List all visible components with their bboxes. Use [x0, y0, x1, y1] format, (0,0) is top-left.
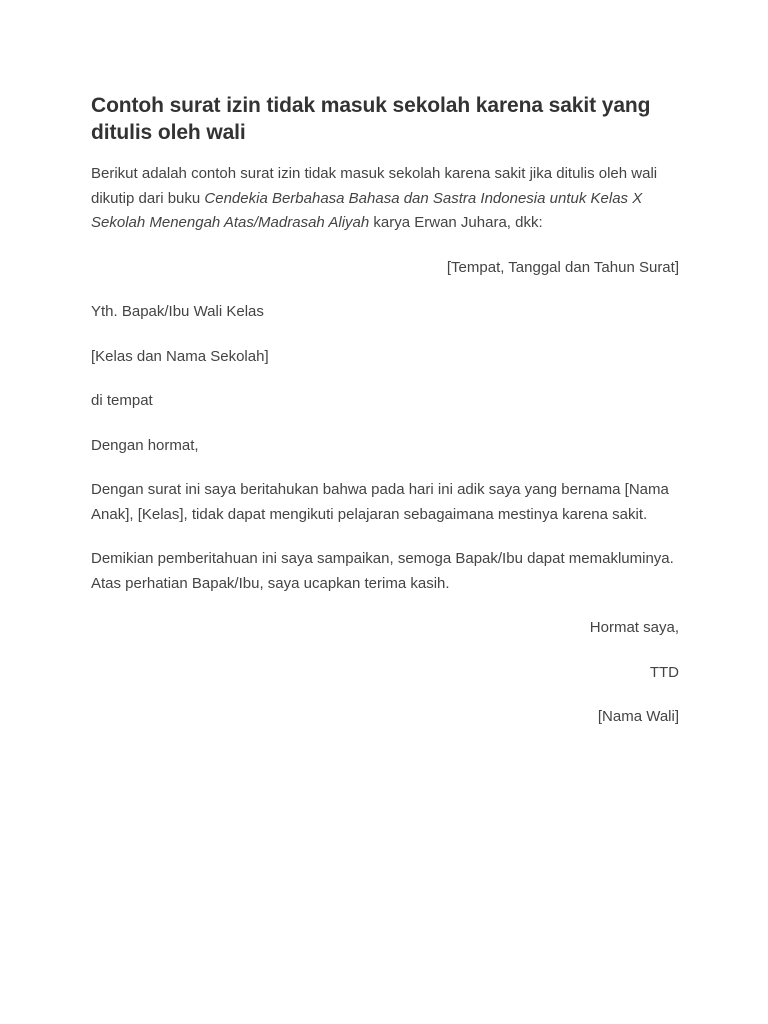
- page-title: Contoh surat izin tidak masuk sekolah karena sakit yang ditulis oleh wali: [91, 94, 651, 144]
- letter-body-paragraph-2: Demikian pemberitahuan ini saya sampaikan, semoga Bapak/Ibu dapat memakluminya. Atas perhatian Bapak/Ibu, saya ucapkan terima kasih.: [91, 550, 674, 592]
- letter-school: [Kelas dan Nama Sekolah]: [91, 347, 269, 365]
- letter-greeting: Dengan hormat,: [91, 436, 199, 454]
- letter-place: di tempat: [91, 392, 153, 409]
- letter-recipient: Yth. Bapak/Ibu Wali Kelas: [91, 303, 264, 320]
- intro-text-end: karya Erwan Juhara, dkk:: [369, 214, 543, 231]
- letter-closing: Hormat saya,: [589, 619, 679, 636]
- intro-paragraph: [91, 162, 679, 236]
- book-title: Cendekia Berbahasa Bahasa dan Sastra Indonesia untuk Kelas X Sekolah Menengah Atas/Madrasah Aliyah: [91, 189, 643, 231]
- letter-date-line: [Tempat, Tanggal dan Tahun Surat]: [446, 258, 679, 276]
- letter-sender-name: [Nama Wali]: [597, 708, 679, 725]
- letter-body-paragraph-1: Dengan surat ini saya beritahukan bahwa pada hari ini adik saya yang bernama [Nama Anak], [Kelas], tidak dapat mengikuti pelajaran sebagaimana mestinya karena sakit.: [91, 481, 669, 523]
- letter-signature: TTD: [649, 663, 679, 681]
- document-page: [91, 92, 679, 730]
- intro-text: Berikut adalah contoh surat izin tidak masuk sekolah karena sakit jika ditulis oleh wali dikutip dari buku: [91, 165, 658, 207]
